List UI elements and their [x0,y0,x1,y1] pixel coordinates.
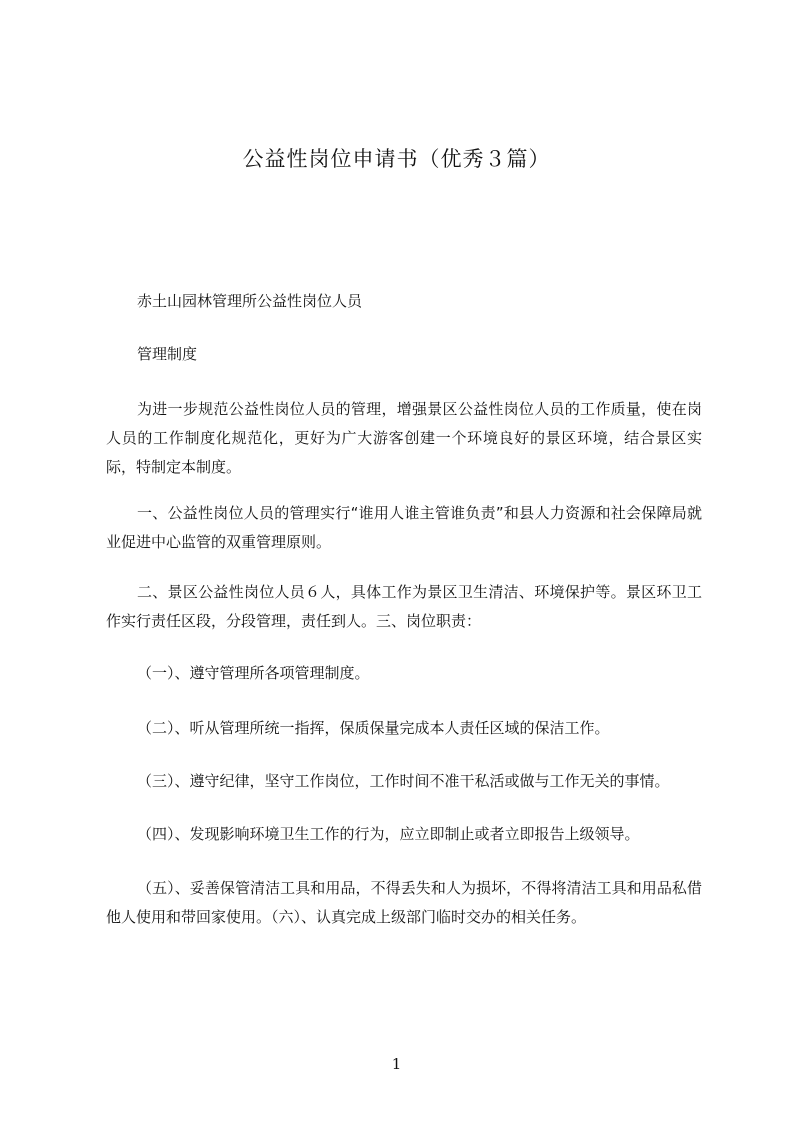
heading-line-1: 赤土山园林管理所公益性岗位人员 [137,292,363,310]
paragraph-duty-2: （二）、听从管理所统一指挥，保质保量完成本人责任区域的保洁工作。 [137,719,610,737]
paragraph-rule-1: 一、公益性岗位人员的管理实行“谁用人谁主管谁负责”和县人力资源和社会保障局就业促进中心监管的双重管理原则。 [106,504,702,551]
paragraph-duty-3: （三）、遵守纪律，坚守工作岗位，工作时间不准干私活或做与工作无关的事情。 [137,772,670,790]
paragraph-duty-4: （四）、发现影响环境卫生工作的行为，应立即制止或者立即报告上级领导。 [137,825,640,843]
heading-line-2: 管理制度 [137,345,198,363]
page-number: 1 [391,1055,402,1073]
paragraph-duty-5: （五）、妥善保管清洁工具和用品，不得丢失和人为损坏，不得将清洁工具和用品私借他人使用和带回家使用。（六）、认真完成上级部门临时交办的相关任务。 [106,879,702,926]
document-title: 公益性岗位申请书（优秀３篇） [242,147,551,171]
paragraph-duty-1: （一）、遵守管理所各项管理制度。 [137,664,370,682]
paragraph-rule-2: 二、景区公益性岗位人员６人，具体工作为景区卫生清洁、环境保护等。景区环卫工作实行责任区段，分段管理，责任到人。三、岗位职责： [106,583,702,630]
paragraph-intro: 为进一步规范公益性岗位人员的管理，增强景区公益性岗位人员的工作质量，使在岗人员的工作制度化规范化，更好为广大游客创建一个环境良好的景区环境，结合景区实际，特制定本制度。 [106,400,702,476]
